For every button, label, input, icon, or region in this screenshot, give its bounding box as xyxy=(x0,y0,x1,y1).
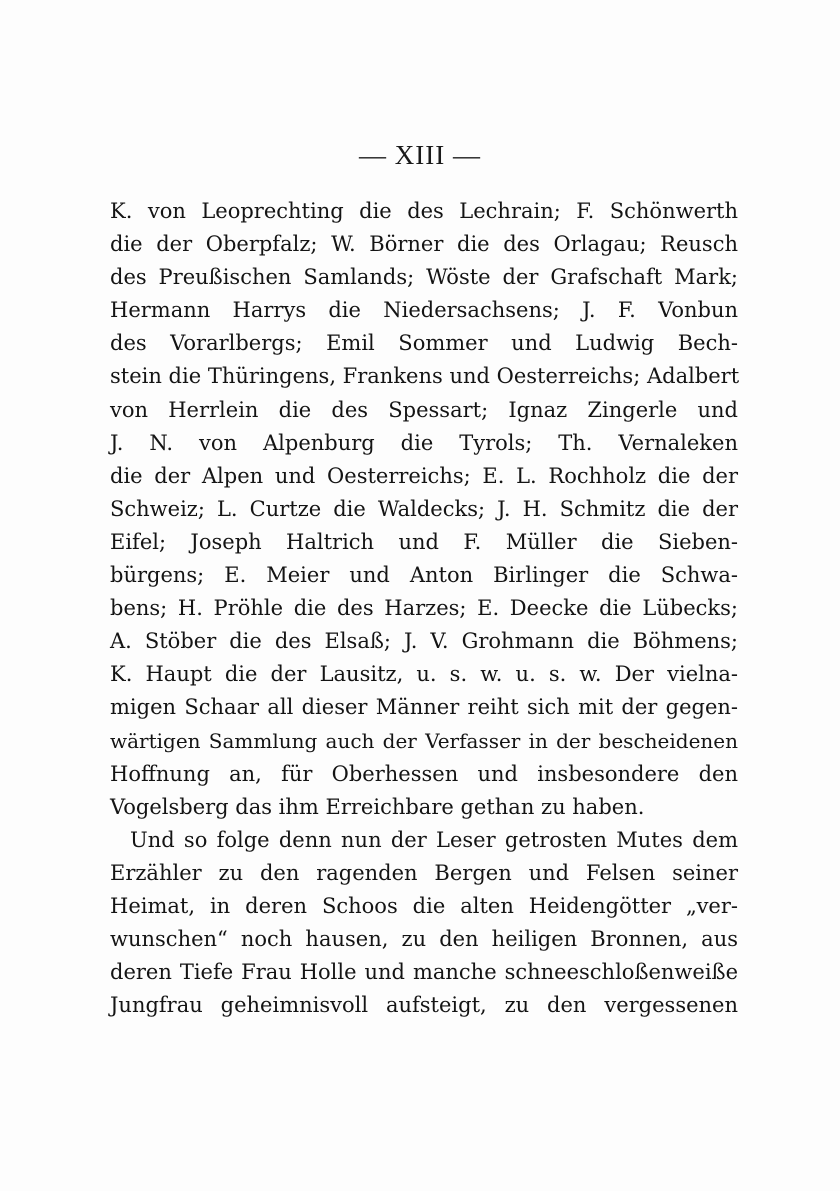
text-line: Vogelsberg das ihm Erreichbare gethan zu haben. xyxy=(110,794,645,819)
text-line: des Preußischen Samlands; Wöste der Grafschaft Mark; xyxy=(110,265,738,290)
text-line: K. von Leoprechting die des Lechrain; F. Schönwerth xyxy=(110,199,738,223)
text-line: Hermann Harrys die Niedersachsens; J. F. Vonbun xyxy=(110,298,738,323)
text-line: von Herrlein die des Spessart; Ignaz Zingerle und xyxy=(110,397,738,422)
text-line: Hoffnung an, für Oberhessen und insbesondere den xyxy=(110,761,738,786)
text-line: stein die Thüringens, Frankens und Oesterreichs; Adalbert xyxy=(110,364,740,389)
text-line: Erzähler zu den ragenden Bergen und Felsen seiner xyxy=(110,860,738,885)
text-line: des Vorarlbergs; Emil Sommer und Ludwig Bech- xyxy=(110,331,738,356)
text-line: migen Schaar all dieser Männer reiht sich mit der gegen- xyxy=(110,695,738,720)
paragraph-2 xyxy=(110,824,738,1023)
text-line: Jungfrau geheimnisvoll aufsteigt, zu den vergessenen xyxy=(110,993,738,1018)
paragraph-1 xyxy=(110,195,738,824)
text-line: Eifel; Joseph Haltrich und F. Müller die Sieben- xyxy=(110,529,738,554)
text-line: wärtigen Sammlung auch der Verfasser in der bescheidenen xyxy=(110,728,738,753)
page-number: — XIII — xyxy=(359,140,481,170)
text-line: die der Alpen und Oesterreichs; E. L. Rochholz die der xyxy=(110,463,738,488)
text-line: deren Tiefe Frau Holle und manche schneeschloßenweiße xyxy=(110,960,738,985)
text-line: J. N. von Alpenburg die Tyrols; Th. Vernaleken xyxy=(110,430,738,455)
text-line: bürgens; E. Meier und Anton Birlinger die Schwa- xyxy=(110,563,738,588)
text-line: die der Oberpfalz; W. Börner die des Orlagau; Reusch xyxy=(110,232,738,257)
text-line: Schweiz; L. Curtze die Waldecks; J. H. Schmitz die der xyxy=(110,496,738,521)
text-line: Und so folge denn nun der Leser getrosten Mutes dem xyxy=(130,827,738,852)
text-line: K. Haupt die der Lausitz, u. s. w. u. s. w. Der vielna- xyxy=(110,662,738,687)
body-text xyxy=(110,195,738,1022)
text-line: A. Stöber die des Elsaß; J. V. Grohmann die Böhmens; xyxy=(110,629,738,654)
text-line: wunschen“ noch hausen, zu den heiligen Bronnen, aus xyxy=(110,927,738,952)
text-line: bens; H. Pröhle die des Harzes; E. Deecke die Lübecks; xyxy=(110,596,738,621)
text-line: Heimat, in deren Schoos die alten Heidengötter „ver- xyxy=(110,893,738,918)
